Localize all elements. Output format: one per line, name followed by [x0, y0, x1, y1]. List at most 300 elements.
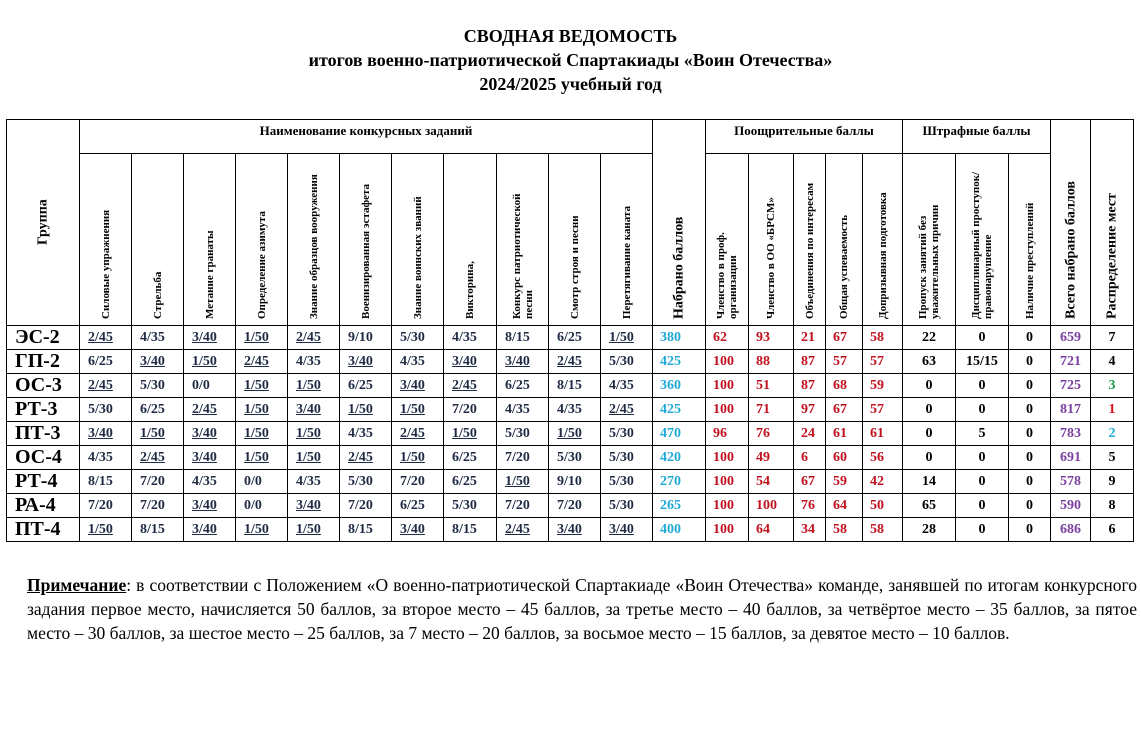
encouragement-cell: 58: [863, 518, 903, 542]
task-score-cell-value: 6/25: [400, 497, 425, 513]
encouragement-cell: 54: [749, 470, 794, 494]
task-score-cell-value: 3/40: [192, 425, 217, 441]
penalty-cell: 0: [1009, 326, 1051, 350]
task-score-cell-value: 4/35: [296, 473, 321, 489]
note-paragraph: [27, 573, 1137, 645]
header-task-7: Знание воинских званий: [392, 154, 444, 326]
task-score-cell: [288, 470, 340, 494]
header-enc-4: Общая успеваемость: [826, 154, 863, 326]
task-score-cell-value: 3/40: [609, 521, 634, 537]
task-score-cell: [392, 350, 444, 374]
header-task-11: Перетягивание каната: [601, 154, 653, 326]
task-score-cell: [184, 446, 236, 470]
grand-total-cell: 817: [1051, 398, 1091, 422]
penalty-cell: 0: [1009, 518, 1051, 542]
task-score-cell: [601, 326, 653, 350]
task-score-cell: [392, 326, 444, 350]
task-score-cell-value: 3/40: [505, 353, 530, 369]
task-score-cell-value: 4/35: [557, 401, 582, 417]
task-score-cell-value: 7/20: [88, 497, 113, 513]
encouragement-cell: 56: [863, 446, 903, 470]
task-score-cell-value: 2/45: [140, 449, 165, 465]
penalty-cell: 0: [1009, 422, 1051, 446]
encouragement-cell: 49: [749, 446, 794, 470]
task-score-cell: [497, 446, 549, 470]
group-name-cell: ОС-3: [7, 374, 80, 398]
task-score-cell-value: 2/45: [88, 377, 113, 393]
place-cell: 4: [1091, 350, 1134, 374]
task-score-cell: [340, 518, 392, 542]
task-score-cell: [340, 446, 392, 470]
header-task-5: Знание образцов вооружения: [288, 154, 340, 326]
task-score-cell-value: 3/40: [88, 425, 113, 441]
task-score-cell-value: 6/25: [348, 377, 373, 393]
task-score-cell-value: 1/50: [244, 521, 269, 537]
table-row: [7, 422, 1134, 446]
task-score-cell: [549, 470, 601, 494]
place-cell: 3: [1091, 374, 1134, 398]
task-score-cell: [601, 446, 653, 470]
task-score-cell: [132, 326, 184, 350]
total-score-cell: 425: [653, 350, 706, 374]
encouragement-cell: 100: [706, 518, 749, 542]
grand-total-cell: 686: [1051, 518, 1091, 542]
task-score-cell-value: 6/25: [88, 353, 113, 369]
task-score-cell-value: 7/20: [140, 473, 165, 489]
task-score-cell-value: 3/40: [296, 497, 321, 513]
task-score-cell-value: 5/30: [609, 449, 634, 465]
penalty-cell: 0: [1009, 494, 1051, 518]
task-score-cell-value: 6/25: [452, 473, 477, 489]
task-score-cell: [236, 494, 288, 518]
table-row: [7, 470, 1134, 494]
encouragement-cell: 61: [863, 422, 903, 446]
task-score-cell-value: 7/20: [505, 449, 530, 465]
encouragement-cell: 76: [794, 494, 826, 518]
header-enc-1: Членство в проф. организации: [706, 154, 749, 326]
encouragement-cell: 71: [749, 398, 794, 422]
task-score-cell: [340, 422, 392, 446]
task-score-cell-value: 1/50: [348, 401, 373, 417]
header-task-10: Смотр строя и песни: [549, 154, 601, 326]
task-score-cell-value: 2/45: [400, 425, 425, 441]
encouragement-cell: 100: [749, 494, 794, 518]
task-score-cell: [392, 470, 444, 494]
header-place: Распределение мест: [1091, 120, 1134, 326]
encouragement-cell: 57: [826, 350, 863, 374]
task-score-cell: [236, 326, 288, 350]
task-score-cell: [549, 374, 601, 398]
task-score-cell: [184, 326, 236, 350]
task-score-cell: [601, 350, 653, 374]
task-score-cell-value: 4/35: [348, 425, 373, 441]
group-name-cell: ПТ-3: [7, 422, 80, 446]
grand-total-cell: 783: [1051, 422, 1091, 446]
group-name-cell: РТ-3: [7, 398, 80, 422]
task-score-cell: [444, 422, 497, 446]
penalty-cell: 0: [903, 398, 956, 422]
task-score-cell: [444, 446, 497, 470]
header-task-9: Конкурс патриотической песни: [497, 154, 549, 326]
summary-table: [6, 119, 1134, 542]
task-score-cell: [132, 470, 184, 494]
task-score-cell: [497, 374, 549, 398]
task-score-cell: [132, 494, 184, 518]
task-score-cell-value: 8/15: [557, 377, 582, 393]
task-score-cell-value: 1/50: [296, 521, 321, 537]
penalty-cell: 0: [903, 374, 956, 398]
encouragement-cell: 100: [706, 446, 749, 470]
penalty-cell: 0: [1009, 374, 1051, 398]
task-score-cell-value: 4/35: [452, 329, 477, 345]
encouragement-cell: 88: [749, 350, 794, 374]
task-score-cell-value: 3/40: [557, 521, 582, 537]
task-score-cell-value: 1/50: [244, 401, 269, 417]
task-score-cell: [340, 326, 392, 350]
encouragement-cell: 60: [826, 446, 863, 470]
task-score-cell-value: 3/40: [192, 449, 217, 465]
task-score-cell: [80, 446, 132, 470]
group-name-cell: ЭС-2: [7, 326, 80, 350]
encouragement-cell: 58: [863, 326, 903, 350]
task-score-cell-value: 2/45: [452, 377, 477, 393]
note-text: : в соответствии с Положением «О военно-патриотической Спартакиаде «Воин Отечества» команде, занявшей по итогам конкурсного задания первое место, начисляется 50 баллов, за второе место – 45 баллов, за третье место – 40 баллов, за четвёртое место – 35 баллов, за пятое место – 30 баллов, за шестое место – 25 баллов, за 7 место – 20 баллов, за восьмое место – 15 баллов, за девятое место – 10 баллов.: [27, 575, 1137, 643]
encouragement-cell: 100: [706, 494, 749, 518]
task-score-cell: [392, 374, 444, 398]
task-score-cell: [184, 494, 236, 518]
total-score-cell: 265: [653, 494, 706, 518]
encouragement-cell: 100: [706, 350, 749, 374]
task-score-cell-value: 1/50: [400, 401, 425, 417]
task-score-cell: [444, 518, 497, 542]
task-score-cell: [601, 374, 653, 398]
encouragement-cell: 51: [749, 374, 794, 398]
task-score-cell: [184, 398, 236, 422]
encouragement-cell: 100: [706, 470, 749, 494]
task-score-cell: [444, 326, 497, 350]
task-score-cell-value: 5/30: [609, 353, 634, 369]
task-score-cell-value: 7/20: [505, 497, 530, 513]
encouragement-cell: 67: [826, 398, 863, 422]
task-score-cell: [236, 398, 288, 422]
task-score-cell: [497, 350, 549, 374]
task-score-cell: [236, 350, 288, 374]
task-score-cell: [340, 350, 392, 374]
penalty-cell: 15/15: [956, 350, 1009, 374]
encouragement-cell: 67: [826, 326, 863, 350]
task-score-cell: [549, 494, 601, 518]
place-cell: 1: [1091, 398, 1134, 422]
header-enc-5: Допризывная подготовка: [863, 154, 903, 326]
task-score-cell-value: 8/15: [348, 521, 373, 537]
task-score-cell-value: 5/30: [557, 449, 582, 465]
task-score-cell-value: 5/30: [505, 425, 530, 441]
task-score-cell-value: 3/40: [348, 353, 373, 369]
header-pen-2: Дисциплинарный проступок/правонарушение: [956, 154, 1009, 326]
table-row: [7, 398, 1134, 422]
task-score-cell: [80, 422, 132, 446]
encouragement-cell: 62: [706, 326, 749, 350]
task-score-cell-value: 1/50: [296, 425, 321, 441]
title-line-3: 2024/2025 учебный год: [479, 74, 662, 94]
task-score-cell: [601, 470, 653, 494]
task-score-cell: [392, 398, 444, 422]
task-score-cell-value: 8/15: [452, 521, 477, 537]
task-score-cell: [549, 326, 601, 350]
task-score-cell-value: 2/45: [609, 401, 634, 417]
grand-total-cell: 659: [1051, 326, 1091, 350]
task-score-cell-value: 8/15: [505, 329, 530, 345]
task-score-cell-value: 7/20: [452, 401, 477, 417]
encouragement-cell: 61: [826, 422, 863, 446]
task-score-cell: [236, 374, 288, 398]
task-score-cell: [80, 326, 132, 350]
place-cell: 9: [1091, 470, 1134, 494]
encouragement-cell: 64: [826, 494, 863, 518]
task-score-cell-value: 9/10: [557, 473, 582, 489]
header-total: Набрано баллов: [653, 120, 706, 326]
penalty-cell: 0: [956, 374, 1009, 398]
task-score-cell-value: 1/50: [296, 377, 321, 393]
task-score-cell-value: 1/50: [244, 449, 269, 465]
task-score-cell-value: 1/50: [88, 521, 113, 537]
encouragement-cell: 87: [794, 374, 826, 398]
task-score-cell: [236, 470, 288, 494]
grand-total-cell: 691: [1051, 446, 1091, 470]
note-label: Примечание: [27, 575, 127, 595]
penalty-cell: 28: [903, 518, 956, 542]
task-score-cell-value: 4/35: [400, 353, 425, 369]
task-score-cell: [444, 398, 497, 422]
encouragement-cell: 76: [749, 422, 794, 446]
task-score-cell-value: 1/50: [452, 425, 477, 441]
header-task-3: Метание гранаты: [184, 154, 236, 326]
task-score-cell: [601, 494, 653, 518]
place-cell: 5: [1091, 446, 1134, 470]
task-score-cell-value: 5/30: [452, 497, 477, 513]
task-score-cell: [80, 470, 132, 494]
task-score-cell: [288, 350, 340, 374]
task-score-cell-value: 3/40: [400, 521, 425, 537]
task-score-cell-value: 4/35: [505, 401, 530, 417]
task-score-cell: [184, 374, 236, 398]
task-score-cell-value: 2/45: [244, 353, 269, 369]
task-score-cell-value: 5/30: [88, 401, 113, 417]
task-score-cell: [497, 326, 549, 350]
task-score-cell-value: 6/25: [557, 329, 582, 345]
encouragement-cell: 24: [794, 422, 826, 446]
task-score-cell: [340, 494, 392, 518]
encouragement-cell: 21: [794, 326, 826, 350]
encouragement-cell: 50: [863, 494, 903, 518]
task-score-cell-value: 5/30: [400, 329, 425, 345]
encouragement-cell: 100: [706, 398, 749, 422]
task-score-cell: [549, 398, 601, 422]
task-score-cell-value: 7/20: [348, 497, 373, 513]
task-score-cell-value: 4/35: [192, 473, 217, 489]
header-task-2: Стрельба: [132, 154, 184, 326]
task-score-cell-value: 5/30: [140, 377, 165, 393]
task-score-cell: [497, 494, 549, 518]
task-score-cell: [549, 446, 601, 470]
penalty-cell: 0: [1009, 398, 1051, 422]
task-score-cell: [132, 398, 184, 422]
penalty-cell: 0: [956, 398, 1009, 422]
header-task-6: Военизированная эстафета: [340, 154, 392, 326]
task-score-cell: [340, 470, 392, 494]
grand-total-cell: 721: [1051, 350, 1091, 374]
title-line-1: СВОДНАЯ ВЕДОМОСТЬ: [463, 26, 678, 46]
task-score-cell: [444, 374, 497, 398]
task-score-cell-value: 1/50: [296, 449, 321, 465]
total-score-cell: 400: [653, 518, 706, 542]
task-score-cell-value: 4/35: [88, 449, 113, 465]
task-score-cell: [236, 446, 288, 470]
header-task-4: Определение азимута: [236, 154, 288, 326]
header-task-8: Викторина,: [444, 154, 497, 326]
task-score-cell-value: 9/10: [348, 329, 373, 345]
task-score-cell: [288, 494, 340, 518]
table-row: [7, 326, 1134, 350]
task-score-cell-value: 1/50: [140, 425, 165, 441]
task-score-cell-value: 3/40: [140, 353, 165, 369]
task-score-cell: [601, 422, 653, 446]
task-score-cell: [288, 374, 340, 398]
encouragement-cell: 6: [794, 446, 826, 470]
header-grand-total: Всего набрано баллов: [1051, 120, 1091, 326]
header-group: Группа: [7, 120, 80, 326]
task-score-cell-value: 3/40: [296, 401, 321, 417]
task-score-cell-value: 1/50: [244, 425, 269, 441]
task-score-cell-value: 4/35: [140, 329, 165, 345]
encouragement-cell: 64: [749, 518, 794, 542]
task-score-cell-value: 3/40: [452, 353, 477, 369]
total-score-cell: 425: [653, 398, 706, 422]
task-score-cell: [184, 470, 236, 494]
task-score-cell-value: 3/40: [400, 377, 425, 393]
penalty-cell: 0: [1009, 446, 1051, 470]
penalty-cell: 22: [903, 326, 956, 350]
task-score-cell: [340, 398, 392, 422]
task-score-cell-value: 4/35: [296, 353, 321, 369]
task-score-cell-value: 3/40: [192, 521, 217, 537]
penalty-cell: 0: [903, 422, 956, 446]
table-row: [7, 518, 1134, 542]
encouragement-cell: 93: [749, 326, 794, 350]
task-score-cell: [549, 422, 601, 446]
encouragement-cell: 34: [794, 518, 826, 542]
task-score-cell: [392, 422, 444, 446]
header-pen-1: Пропуск занятий без уважительных причин: [903, 154, 956, 326]
group-name-cell: РТ-4: [7, 470, 80, 494]
task-score-cell: [497, 398, 549, 422]
group-name-cell: ПТ-4: [7, 518, 80, 542]
task-score-cell-value: 4/35: [609, 377, 634, 393]
group-name-cell: ОС-4: [7, 446, 80, 470]
place-cell: 8: [1091, 494, 1134, 518]
task-score-cell: [236, 422, 288, 446]
total-score-cell: 270: [653, 470, 706, 494]
task-score-cell-value: 0/0: [244, 497, 262, 513]
task-score-cell: [444, 350, 497, 374]
total-score-cell: 470: [653, 422, 706, 446]
penalty-cell: 0: [1009, 470, 1051, 494]
encouragement-cell: 87: [794, 350, 826, 374]
task-score-cell-value: 0/0: [244, 473, 262, 489]
penalty-cell: 14: [903, 470, 956, 494]
task-score-cell: [497, 518, 549, 542]
header-encouragement-group: Поощрительные баллы: [706, 120, 903, 154]
task-score-cell: [392, 518, 444, 542]
total-score-cell: 420: [653, 446, 706, 470]
task-score-cell: [184, 350, 236, 374]
grand-total-cell: 578: [1051, 470, 1091, 494]
grand-total-cell: 590: [1051, 494, 1091, 518]
header-enc-3: Объединения по интересам: [794, 154, 826, 326]
task-score-cell: [392, 494, 444, 518]
task-score-cell: [392, 446, 444, 470]
penalty-cell: 5: [956, 422, 1009, 446]
table-row: [7, 374, 1134, 398]
task-score-cell-value: 2/45: [505, 521, 530, 537]
table-body: [7, 326, 1134, 542]
task-score-cell: [236, 518, 288, 542]
task-score-cell-value: 5/30: [609, 497, 634, 513]
task-score-cell: [80, 350, 132, 374]
task-score-cell: [80, 518, 132, 542]
header-enc-2: Членство в ОО «БРСМ»: [749, 154, 794, 326]
task-score-cell-value: 5/30: [609, 473, 634, 489]
header-penalty-group: Штрафные баллы: [903, 120, 1051, 154]
task-score-cell: [132, 374, 184, 398]
task-score-cell-value: 1/50: [609, 329, 634, 345]
encouragement-cell: 58: [826, 518, 863, 542]
task-score-cell: [288, 422, 340, 446]
encouragement-cell: 59: [863, 374, 903, 398]
penalty-cell: 0: [956, 446, 1009, 470]
place-cell: 7: [1091, 326, 1134, 350]
task-score-cell-value: 1/50: [192, 353, 217, 369]
penalty-cell: 0: [903, 446, 956, 470]
encouragement-cell: 59: [826, 470, 863, 494]
task-score-cell: [601, 398, 653, 422]
total-score-cell: 380: [653, 326, 706, 350]
table-row: [7, 494, 1134, 518]
place-cell: 2: [1091, 422, 1134, 446]
task-score-cell-value: 2/45: [88, 329, 113, 345]
document-title: [0, 24, 1141, 96]
task-score-cell-value: 1/50: [400, 449, 425, 465]
penalty-cell: 63: [903, 350, 956, 374]
task-score-cell: [497, 422, 549, 446]
encouragement-cell: 97: [794, 398, 826, 422]
encouragement-cell: 57: [863, 398, 903, 422]
encouragement-cell: 67: [794, 470, 826, 494]
task-score-cell: [288, 398, 340, 422]
task-score-cell: [549, 350, 601, 374]
task-score-cell: [549, 518, 601, 542]
task-score-cell-value: 0/0: [192, 377, 210, 393]
task-score-cell: [80, 494, 132, 518]
task-score-cell: [601, 518, 653, 542]
task-score-cell-value: 2/45: [296, 329, 321, 345]
penalty-cell: 0: [956, 518, 1009, 542]
task-score-cell-value: 2/45: [348, 449, 373, 465]
group-name-cell: ГП-2: [7, 350, 80, 374]
task-score-cell-value: 5/30: [609, 425, 634, 441]
header-tasks-group: Наименование конкурсных заданий: [80, 120, 653, 154]
encouragement-cell: 42: [863, 470, 903, 494]
